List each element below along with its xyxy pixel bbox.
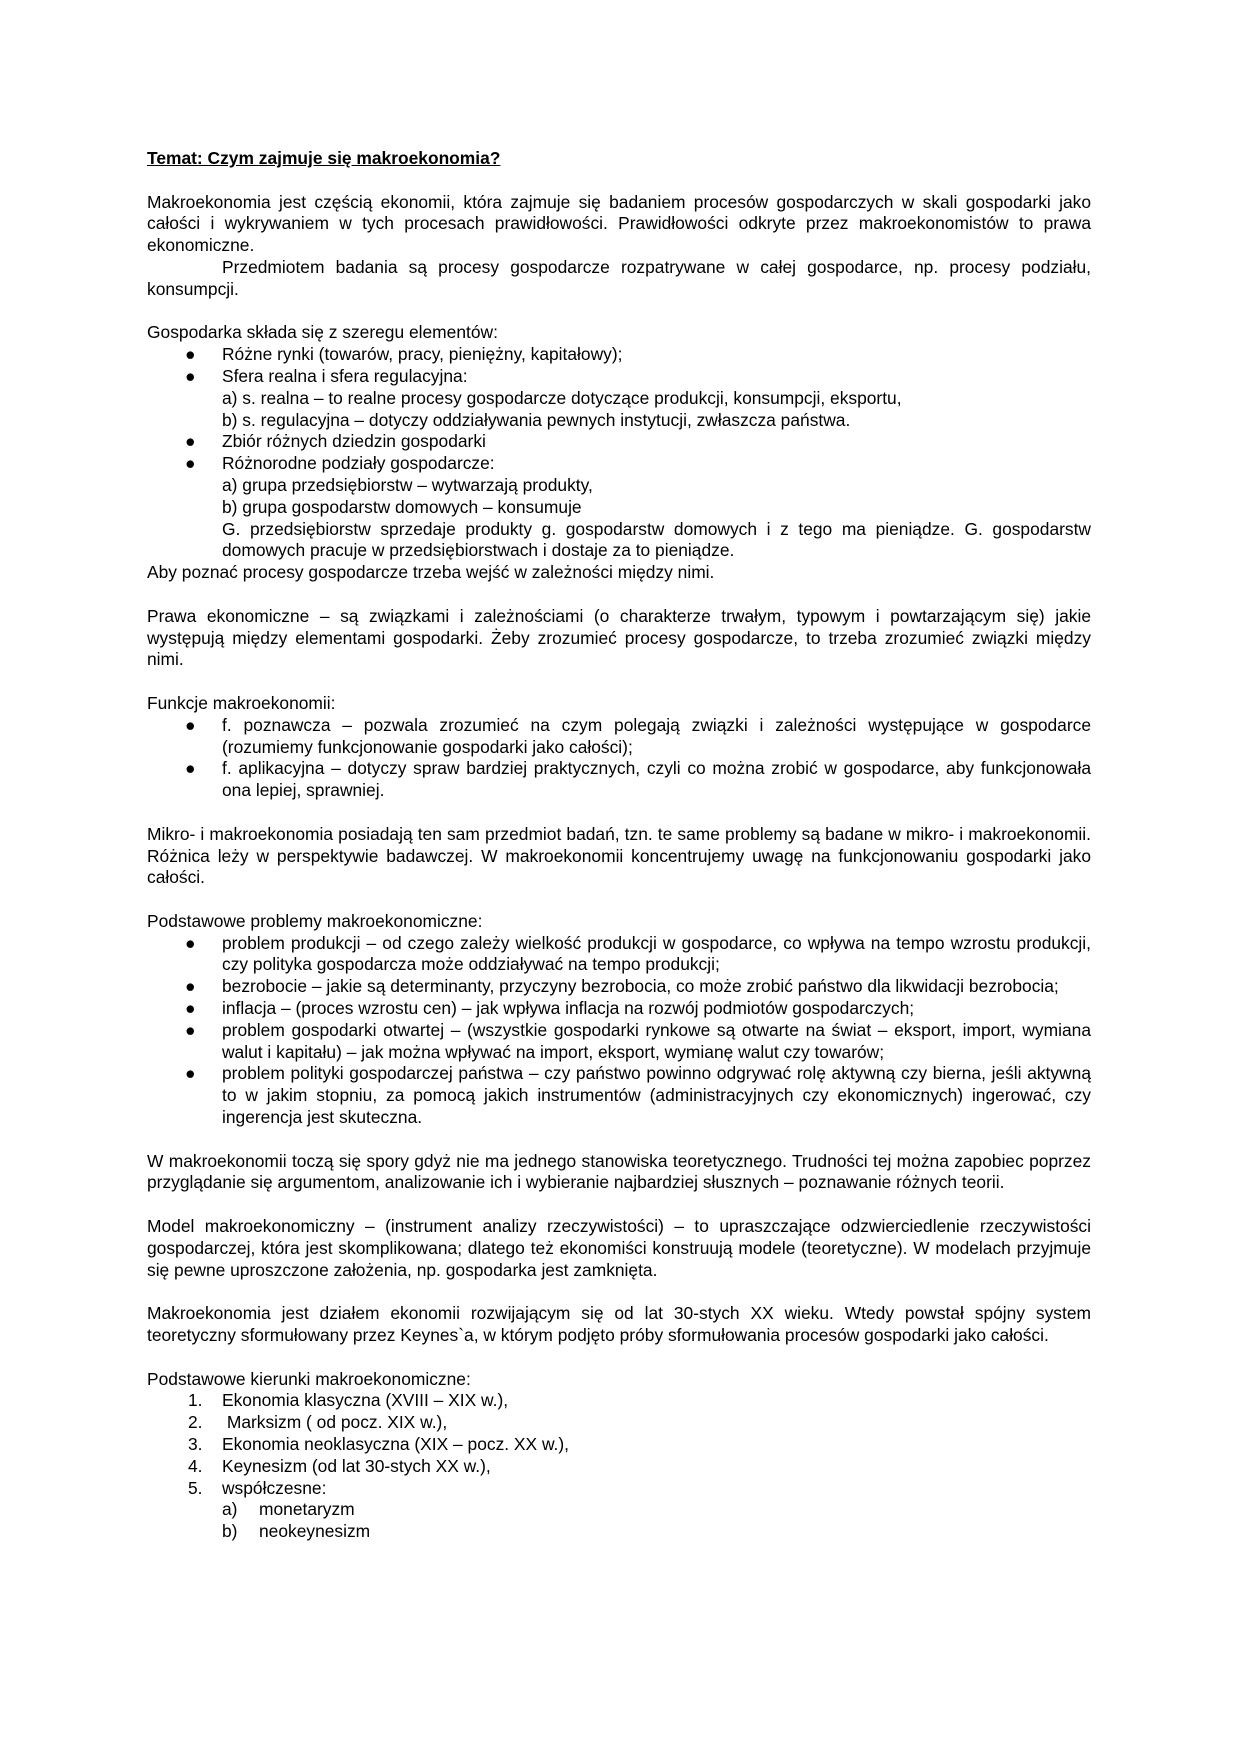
item-text: Ekonomia klasyczna (XVIII – XIX w.), <box>222 1390 509 1411</box>
paragraph-disputes: W makroekonomii toczą się spory gdyż nie ma jednego stanowiska teoretycznego. Trudności tej można zapobiec poprzez przyglądanie się argumentom, analizowanie ich i wybieranie najbardziej słusznych – poznawanie różnych teorii. <box>147 1150 1091 1193</box>
bullet-icon: ● <box>185 344 196 365</box>
lettered-item <box>147 1499 1091 1521</box>
sub-item: a) s. realna – to realne procesy gospodarcze dotyczące produkcji, konsumpcji, eksportu, <box>222 387 902 408</box>
sub-item: a) grupa przedsiębiorstw – wytwarzają produkty, <box>222 474 593 495</box>
bullet-icon: ● <box>185 932 196 953</box>
item-letter: a) <box>222 1499 238 1520</box>
directions-intro: Podstawowe kierunki makroekonomiczne: <box>147 1368 471 1389</box>
paragraph-history: Makroekonomia jest działem ekonomii rozwijającym się od lat 30-stych XX wieku. Wtedy powstał spójny system teoretyczny sformułowany przez Keynes`a, w którym podjęto próby sformułowania procesów gospodarki jako całości. <box>147 1303 1091 1346</box>
list-item <box>147 933 1091 977</box>
list-item-text: f. poznawcza – pozwala zrozumieć na czym polegają związki i zależności występujące w gospodarce (rozumiemy funkcjonowanie gospodarki jako całości); <box>222 714 1091 757</box>
list-item <box>147 1020 1091 1064</box>
item-number: 4. <box>188 1455 203 1476</box>
list-item-text: f. aplikacyjna – dotyczy spraw bardziej praktycznych, czyli co można zrobić w gospodarce, aby funkcjonowała ona lepiej, sprawniej. <box>222 758 1091 801</box>
list-item <box>147 431 1091 453</box>
bullet-icon: ● <box>185 431 196 452</box>
item-number: 1. <box>188 1390 203 1411</box>
list-item-text: problem polityki gospodarczej państwa – czy państwo powinno odgrywać rolę aktywną czy bierna, jeśli aktywną to w jakim stopniu, za pomocą jakich instrumentów (administracyjnych czy ekonomicznych) ingerować, czy ingerencja jest skuteczna. <box>222 1063 1091 1128</box>
list-item <box>147 715 1091 759</box>
item-number: 5. <box>188 1477 203 1498</box>
numbered-item <box>147 1434 1091 1456</box>
numbered-item <box>147 1390 1091 1412</box>
list-item <box>147 366 1091 388</box>
sub-item: b) grupa gospodarstw domowych – konsumuje <box>222 496 582 517</box>
paragraph-micro-macro: Mikro- i makroekonomia posiadają ten sam przedmiot badań, tzn. te same problemy są badane w mikro- i makroekonomii. Różnica leży w perspektywie badawczej. W makroekonomii koncentrujemy uwagę na funkcjonowaniu gospodarki jako całości. <box>147 823 1091 888</box>
list-item-text: Sfera realna i sfera regulacyjna: <box>222 365 468 386</box>
economy-intro: Gospodarka składa się z szeregu elementów: <box>147 322 498 343</box>
sub-item: G. przedsiębiorstw sprzedaje produkty g. gospodarstw domowych i z tego ma pieniądze. G. gospodarstw domowych pracuje w przedsiębiorstwach i dostaje za to pieniądze. <box>222 518 1091 561</box>
bullet-icon: ● <box>185 976 196 997</box>
item-text: współczesne: <box>222 1477 327 1498</box>
document-page <box>147 148 1091 1543</box>
numbered-item <box>147 1456 1091 1478</box>
paragraph-definition: Makroekonomia jest częścią ekonomii, która zajmuje się badaniem procesów gospodarczych w skali gospodarki jako całości i wykrywaniem w tych procesach prawidłowości. Prawidłowości odkryte przez makroekonomistów to prawa ekonomiczne. <box>147 191 1091 256</box>
paragraph-model: Model makroekonomiczny – (instrument analizy rzeczywistości) – to upraszczające odzwierciedlenie rzeczywistości gospodarczej, która jest skomplikowana; dlatego też ekonomiści konstruują modele (teoretyczne). W modelach przyjmuje się pewne uproszczone założenia, np. gospodarka jest zamknięta. <box>147 1216 1091 1280</box>
bullet-icon: ● <box>185 365 196 386</box>
list-item-text: Różnorodne podziały gospodarcze: <box>222 453 495 474</box>
list-item-text: Różne rynki (towarów, pracy, pieniężny, kapitałowy); <box>222 344 623 365</box>
item-text: Keynesizm (od lat 30-stych XX w.), <box>222 1455 491 1476</box>
list-item-text: inflacja – (proces wzrostu cen) – jak wpływa inflacja na rozwój podmiotów gospodarczych; <box>222 998 915 1019</box>
item-text: neokeynesizm <box>259 1521 371 1542</box>
item-text: Ekonomia neoklasyczna (XIX – pocz. XX w.), <box>222 1434 570 1455</box>
paragraph-laws: Prawa ekonomiczne – są związkami i zależnościami (o charakterze trwałym, typowym i powtarzającym się) jakie występują między elementami gospodarki. Żeby zrozumieć procesy gospodarcze, to trzeba zrozumieć związki między nimi. <box>147 605 1091 670</box>
list-item <box>147 1063 1091 1128</box>
sub-item: b) s. regulacyjna – dotyczy oddziaływania pewnych instytucji, zwłaszcza państwa. <box>222 409 851 430</box>
list-item-text: problem gospodarki otwartej – (wszystkie gospodarki rynkowe są otwarte na świat – eksport, import, wymiana walut i kapitału) – jak można wpływać na import, eksport, wymianę walut czy towarów; <box>222 1019 1091 1062</box>
numbered-item <box>147 1478 1091 1500</box>
functions-intro: Funkcje makroekonomii: <box>147 692 336 713</box>
list-item <box>147 976 1091 998</box>
item-number: 2. <box>188 1412 203 1433</box>
bullet-icon: ● <box>185 758 196 779</box>
item-text: Marksizm ( od pocz. XIX w.), <box>222 1412 448 1433</box>
list-item <box>147 998 1091 1020</box>
item-number: 3. <box>188 1434 203 1455</box>
economy-outro: Aby poznać procesy gospodarcze trzeba wejść w zależności między nimi. <box>147 562 715 583</box>
bullet-icon: ● <box>185 1063 196 1084</box>
list-item-text: Zbiór różnych dziedzin gospodarki <box>222 431 486 452</box>
paragraph-subject: Przedmiotem badania są procesy gospodarcze rozpatrywane w całej gospodarce, np. procesy podziału, konsumpcji. <box>147 256 1091 299</box>
list-item <box>147 344 1091 366</box>
list-item-text: problem produkcji – od czego zależy wielkość produkcji w gospodarce, co wpływa na tempo wzrostu produkcji, czy polityka gospodarcza może oddziaływać na tempo produkcji; <box>222 932 1091 975</box>
bullet-icon: ● <box>185 453 196 474</box>
problems-intro: Podstawowe problemy makroekonomiczne: <box>147 910 483 931</box>
list-item <box>147 758 1091 802</box>
list-item <box>147 453 1091 475</box>
item-text: monetaryzm <box>259 1499 355 1520</box>
bullet-icon: ● <box>185 1019 196 1040</box>
bullet-icon: ● <box>185 714 196 735</box>
bullet-icon: ● <box>185 998 196 1019</box>
list-item-text: bezrobocie – jakie są determinanty, przyczyny bezrobocia, co może zrobić państwo dla likwidacji bezrobocia; <box>222 976 1059 997</box>
numbered-item <box>147 1412 1091 1434</box>
item-letter: b) <box>222 1521 238 1542</box>
document-title: Temat: Czym zajmuje się makroekonomia? <box>147 148 501 168</box>
lettered-item <box>147 1521 1091 1543</box>
